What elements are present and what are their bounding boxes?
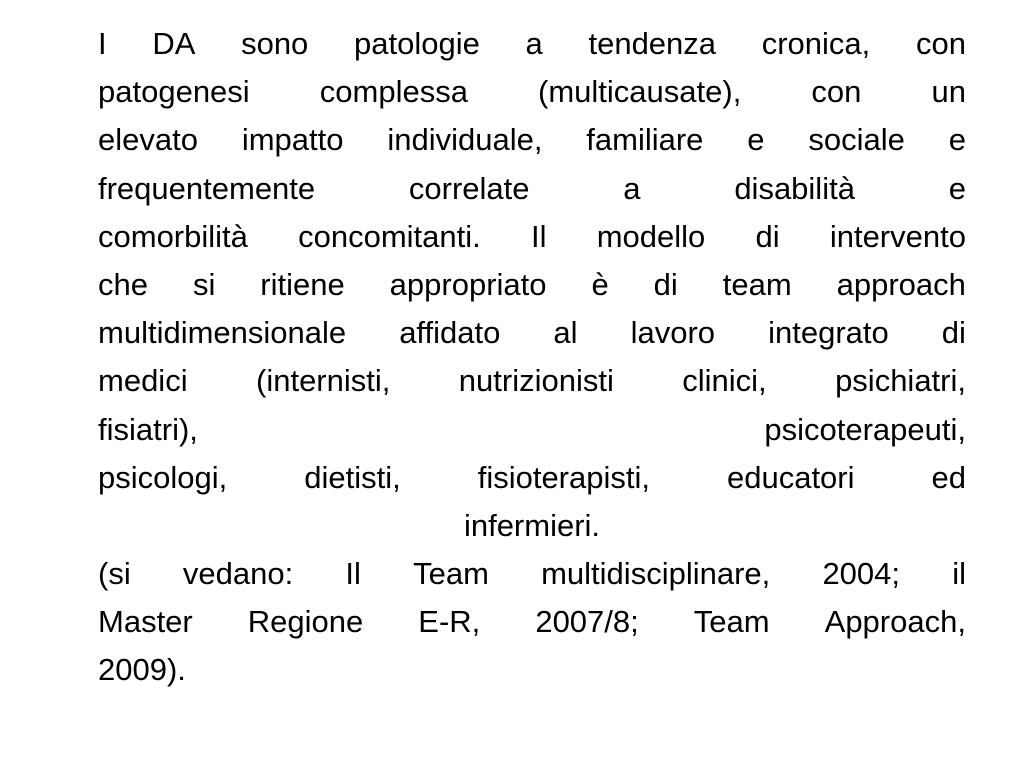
text-line: 2009).	[98, 652, 186, 688]
text-word: frequentemente	[98, 170, 316, 206]
text-word: a	[623, 170, 641, 206]
text-line	[98, 116, 966, 164]
text-line	[98, 20, 966, 68]
text-line	[98, 261, 966, 309]
text-word: I	[98, 26, 107, 61]
text-line	[98, 550, 966, 598]
text-word: modello	[596, 218, 706, 254]
text-word: psichiatri,	[835, 363, 966, 399]
body-text	[98, 20, 966, 695]
text-word: il	[952, 556, 966, 592]
text-word: (si	[98, 556, 131, 592]
text-word: impatto	[241, 122, 344, 158]
text-word: team	[722, 266, 792, 302]
text-word: integrato	[768, 315, 889, 351]
text-word: un	[931, 74, 966, 110]
text-word: tendenza	[588, 26, 717, 61]
text-word: nutrizionisti	[458, 363, 614, 399]
text-word: Team	[693, 604, 770, 640]
text-word: psicoterapeuti,	[764, 411, 966, 447]
text-line	[98, 309, 966, 357]
text-word: a	[525, 26, 543, 61]
text-word: DA	[152, 26, 196, 61]
text-word: e	[948, 122, 966, 158]
text-line: infermieri.	[463, 507, 601, 543]
text-word: multidimensionale	[98, 315, 347, 351]
text-word: E-R,	[418, 604, 481, 640]
text-line	[98, 165, 966, 213]
text-word: Il	[530, 218, 547, 254]
text-word: (multicausate),	[538, 74, 742, 110]
text-word: sociale	[808, 122, 905, 158]
text-word: multidisciplinare,	[541, 556, 771, 592]
text-word: clinici,	[682, 363, 767, 399]
text-word: e	[948, 170, 966, 206]
text-word: complessa	[319, 74, 468, 110]
text-word: ritiene	[260, 266, 345, 302]
text-word: è	[591, 266, 609, 302]
text-word: concomitanti.	[298, 218, 481, 254]
text-word: dietisti,	[304, 459, 401, 495]
text-word: fisioterapisti,	[477, 459, 650, 495]
text-word: che	[98, 266, 148, 302]
text-word: Regione	[247, 604, 364, 640]
text-line	[98, 406, 966, 454]
text-word: correlate	[408, 170, 530, 206]
text-word: al	[553, 315, 578, 351]
text-word: con	[811, 74, 862, 110]
text-word: di	[941, 315, 966, 351]
text-line	[98, 454, 966, 502]
text-word: fisiatri),	[98, 411, 198, 447]
text-word: Team	[413, 556, 489, 592]
text-word: patologie	[354, 26, 480, 61]
text-word: (internisti,	[256, 363, 391, 399]
text-line	[98, 598, 966, 646]
text-word: Approach,	[824, 604, 966, 640]
text-word: familiare	[586, 122, 704, 158]
text-word: e	[747, 122, 765, 158]
text-word: individuale,	[387, 122, 543, 158]
text-word: di	[653, 266, 678, 302]
text-word: patogenesi	[98, 74, 250, 110]
text-word: affidato	[399, 315, 501, 351]
text-word: di	[755, 218, 780, 254]
text-word: psicologi,	[98, 459, 228, 495]
text-word: approach	[836, 266, 966, 302]
text-word: disabilità	[734, 170, 855, 206]
text-word: elevato	[98, 122, 198, 158]
text-word: lavoro	[630, 315, 716, 351]
text-word: si	[192, 266, 216, 302]
text-word: ed	[931, 459, 966, 495]
text-word: comorbilità	[98, 218, 248, 254]
text-word: medici	[98, 363, 188, 399]
text-word: Il	[345, 556, 361, 592]
text-word: cronica,	[761, 26, 871, 61]
text-word: appropriato	[389, 266, 547, 302]
text-word: vedano:	[182, 556, 294, 592]
text-word: 2007/8;	[535, 604, 639, 640]
text-word: educatori	[726, 459, 855, 495]
text-word: intervento	[829, 218, 966, 254]
text-word: con	[915, 26, 966, 61]
text-line	[98, 213, 966, 261]
text-line	[98, 357, 966, 405]
text-line	[98, 68, 966, 116]
text-word: Master	[98, 604, 193, 640]
text-word: sono	[241, 26, 309, 61]
text-word: 2004;	[822, 556, 901, 592]
